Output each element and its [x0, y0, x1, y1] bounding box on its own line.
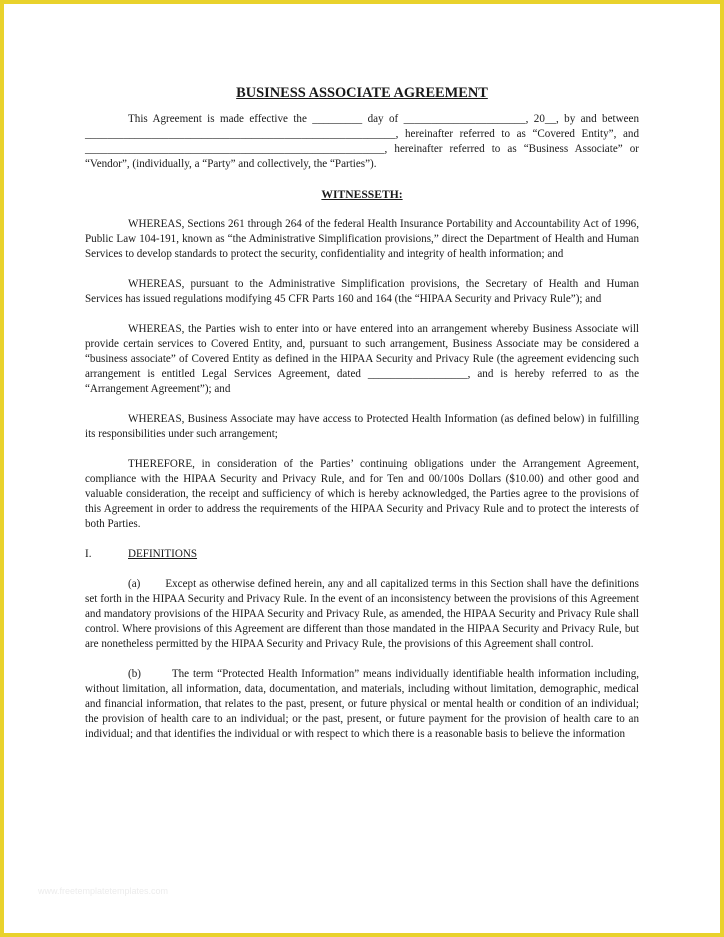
watermark-text: www.freetemplatetemplates.com: [38, 886, 169, 896]
whereas-paragraph-2: WHEREAS, pursuant to the Administrative Simplification provisions, the Secretary of Health and Human Services has issued regulations modifying 45 CFR Parts 160 and 164 (the “HIPAA Security and Privacy Rule”); and: [85, 278, 639, 305]
therefore-paragraph: THEREFORE, in consideration of the Parties’ continuing obligations under the Arrangement Agreement, compliance with the HIPAA Security and Privacy Rule, and for Ten and 00/100s Dollars ($10.00) and other good and valuable consideration, the receipt and sufficiency of which is hereby acknowledged, the Parties agree to the provisions of this Agreement in order to address the requirements of the HIPAA Security and Privacy Rule and to protect the interests of both Parties.: [85, 458, 639, 530]
document-page: [85, 84, 639, 757]
section-heading: [85, 547, 639, 562]
definition-a-label: (a): [128, 578, 141, 590]
whereas-paragraph-1: WHEREAS, Sections 261 through 264 of the federal Health Insurance Portability and Accountability Act of 1996, Public Law 104-191, known as “the Administrative Simplification provisions,” direct the Department of Health and Human Services to develop standards to protect the security, confidentiality and integrity of health information; and: [85, 218, 639, 260]
definition-a-paragraph: [85, 577, 639, 652]
definition-b-label: (b): [128, 668, 141, 680]
section-title: DEFINITIONS: [128, 548, 198, 560]
witnesseth-heading: WITNESSETH:: [321, 188, 403, 201]
whereas-paragraph-3: WHEREAS, the Parties wish to enter into or have entered into an arrangement whereby Business Associate will provide certain services to Covered Entity, and, pursuant to such arrangement, Business Associate may be considered a “business associate” of Covered Entity as defined in the HIPAA Security and Privacy Rule (the agreement evidencing such arrangement is entitled Legal Services Agreement, dated __________________, and is hereby referred to as the “Arrangement Agreement”); and: [85, 323, 639, 395]
whereas-paragraph-4: WHEREAS, Business Associate may have access to Protected Health Information (as defined below) in fulfilling its responsibilities under such arrangement;: [85, 413, 639, 440]
definition-a-text: Except as otherwise defined herein, any and all capitalized terms in this Section shall have the definitions set forth in the HIPAA Security and Privacy Rule. In the event of an inconsistency between the provisions of this Agreement and mandatory provisions of the HIPAA Security and Privacy Rule, as amended, the HIPAA Security and Privacy Rule shall control. Where provisions of this Agreement are different than those mandated in the HIPAA Security and Privacy Rule, but are nonetheless permitted by the HIPAA Security and Privacy Rule, the provisions of this Agreement shall control.: [85, 578, 639, 650]
document-title: BUSINESS ASSOCIATE AGREEMENT: [236, 85, 488, 101]
definition-b-text: The term “Protected Health Information” means individually identifiable health information including, without limitation, all information, data, documentation, and materials, including without limitation, demographic, medical and financial information, that relates to the past, present, or future physical or mental health or condition of an individual; the provision of health care to an individual; or the past, present, or future payment for the provision of health care to an individual; and that identifies the individual or with respect to which there is a reasonable basis to believe the information: [85, 668, 640, 740]
definition-b-paragraph: [85, 667, 639, 742]
section-number: I.: [85, 548, 92, 560]
intro-paragraph: This Agreement is made effective the _________ day of ______________________, 20__, by and between ________________________________________________________, hereinafter referred to as “Covered Entity”, and ______________________________________________________, hereinafter referred to as “Business Associate” or “Vendor”, (individually, a “Party” and collectively, the “Parties”).: [85, 113, 639, 170]
